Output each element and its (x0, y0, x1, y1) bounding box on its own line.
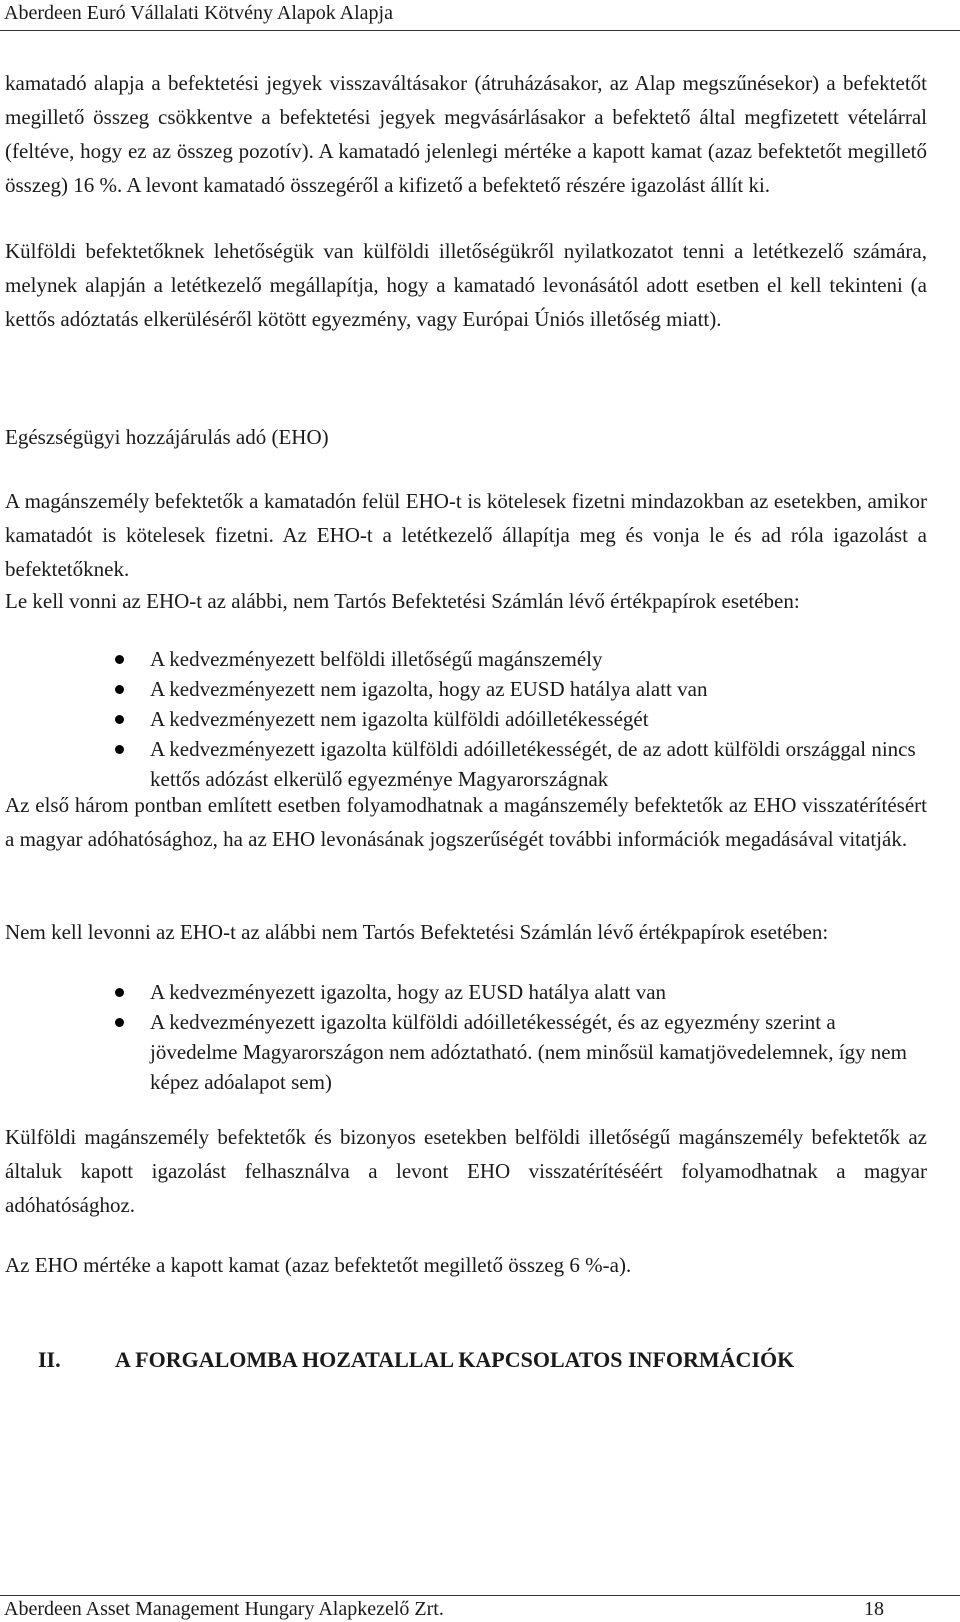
subheading-eho: Egészségügyi hozzájárulás adó (EHO) (5, 425, 329, 449)
paragraph-foreign-investors: Külföldi befektetőknek lehetőségük van külföldi illetőségükről nyilatkozatot tenni a letétkezelő számára, melynek alapján a letétkezelő megállapítja, hogy a kamatadó levonásától adott esetben el kell tekinteni (a kettős adóztatás elkerüléséről kötött egyezmény, vagy Európai Úniós illetőség miatt). (5, 239, 927, 331)
paragraph-foreign-refund: Külföldi magánszemély befektetők és bizonyos esetekben belföldi illetőségű magánszemély befektetők az általuk kapott igazolást felhasználva a levont EHO visszatérítéséért folyamodhatnak a magyar adóhatósághoz. (5, 1125, 927, 1217)
document-title: Aberdeen Euró Vállalati Kötvény Alapok Alapja (4, 2, 393, 24)
bullet-icon (115, 715, 124, 724)
list-item: A kedvezményezett nem igazolta külföldi adóilletékességét (5, 704, 927, 734)
paragraph-interest-tax: kamatadó alapja a befektetési jegyek visszaváltásakor (átruházásakor, az Alap megszűnésekor) a befektetőt megillető összeg csökkentve a befektetési jegyek megvásárlásakor a befektető által megfizetett vételárral (feltéve, hogy ez az összeg pozotív). A kamatadó jelenlegi mértéke a kapott kamat (azaz befektetőt megillető összeg) 16 %. A levont kamatadó összegéről a kifizető a befektető részére igazolást állít ki. (5, 71, 927, 197)
bullet-icon (115, 685, 124, 694)
bullet-icon (115, 1018, 124, 1027)
paragraph-eho-deduct-intro: Le kell vonni az EHO-t az alábbi, nem Tartós Befektetési Számlán lévő értékpapírok esetében: (5, 589, 800, 613)
list-item: A kedvezményezett belföldi illetőségű magánszemély (5, 644, 927, 674)
section-number: II. (38, 1347, 61, 1372)
bullet-icon (115, 988, 124, 997)
paragraph-eho-rate: Az EHO mértéke a kapott kamat (azaz befektetőt megillető összeg 6 %-a). (5, 1253, 632, 1277)
page-header (0, 0, 960, 26)
bullet-icon (115, 655, 124, 664)
header-divider (0, 30, 960, 31)
list-item: A kedvezményezett igazolta külföldi adóilletékességét, de az adott külföldi országgal nincs kettős adózást elkerülő egyezménye Magyarországnak (5, 734, 927, 794)
paragraph-eho-no-deduct-intro: Nem kell levonni az EHO-t az alábbi nem Tartós Befektetési Számlán lévő értékpapírok esetében: (5, 920, 829, 944)
page-number: 18 (864, 1598, 884, 1620)
bullet-icon (115, 745, 124, 754)
list-item: A kedvezményezett igazolta külföldi adóilletékességét, és az egyezmény szerint a jövedelme Magyarországon nem adóztatható. (nem minősül kamatjövedelemnek, így nem képez adóalapot sem) (5, 1007, 927, 1097)
list-item: A kedvezményezett igazolta, hogy az EUSD hatálya alatt van (5, 977, 927, 1007)
paragraph-eho-obligation: A magánszemély befektetők a kamatadón felül EHO-t is kötelesek fizetni mindazokban az esetekben, amikor kamatadót is kötelesek fizetni. Az EHO-t a letétkezelő állapítja meg és vonja le és ad róla igazolást a befektetőknek. (5, 489, 927, 581)
bullet-list-deduct (5, 644, 927, 794)
bullet-list-no-deduct (5, 977, 927, 1097)
section-title: A FORGALOMBA HOZATALLAL KAPCSOLATOS INFORMÁCIÓK (115, 1347, 795, 1372)
footer-company: Aberdeen Asset Management Hungary Alapkezelő Zrt. (4, 1598, 444, 1620)
page-footer (4, 1596, 884, 1622)
paragraph-eho-refund: Az első három pontban említett esetben folyamodhatnak a magánszemély befektetők az EHO visszatérítésért a magyar adóhatósághoz, ha az EHO levonásának jogszerűségét további információk megadásával vitatják. (5, 793, 927, 851)
list-item: A kedvezményezett nem igazolta, hogy az EUSD hatálya alatt van (5, 674, 927, 704)
